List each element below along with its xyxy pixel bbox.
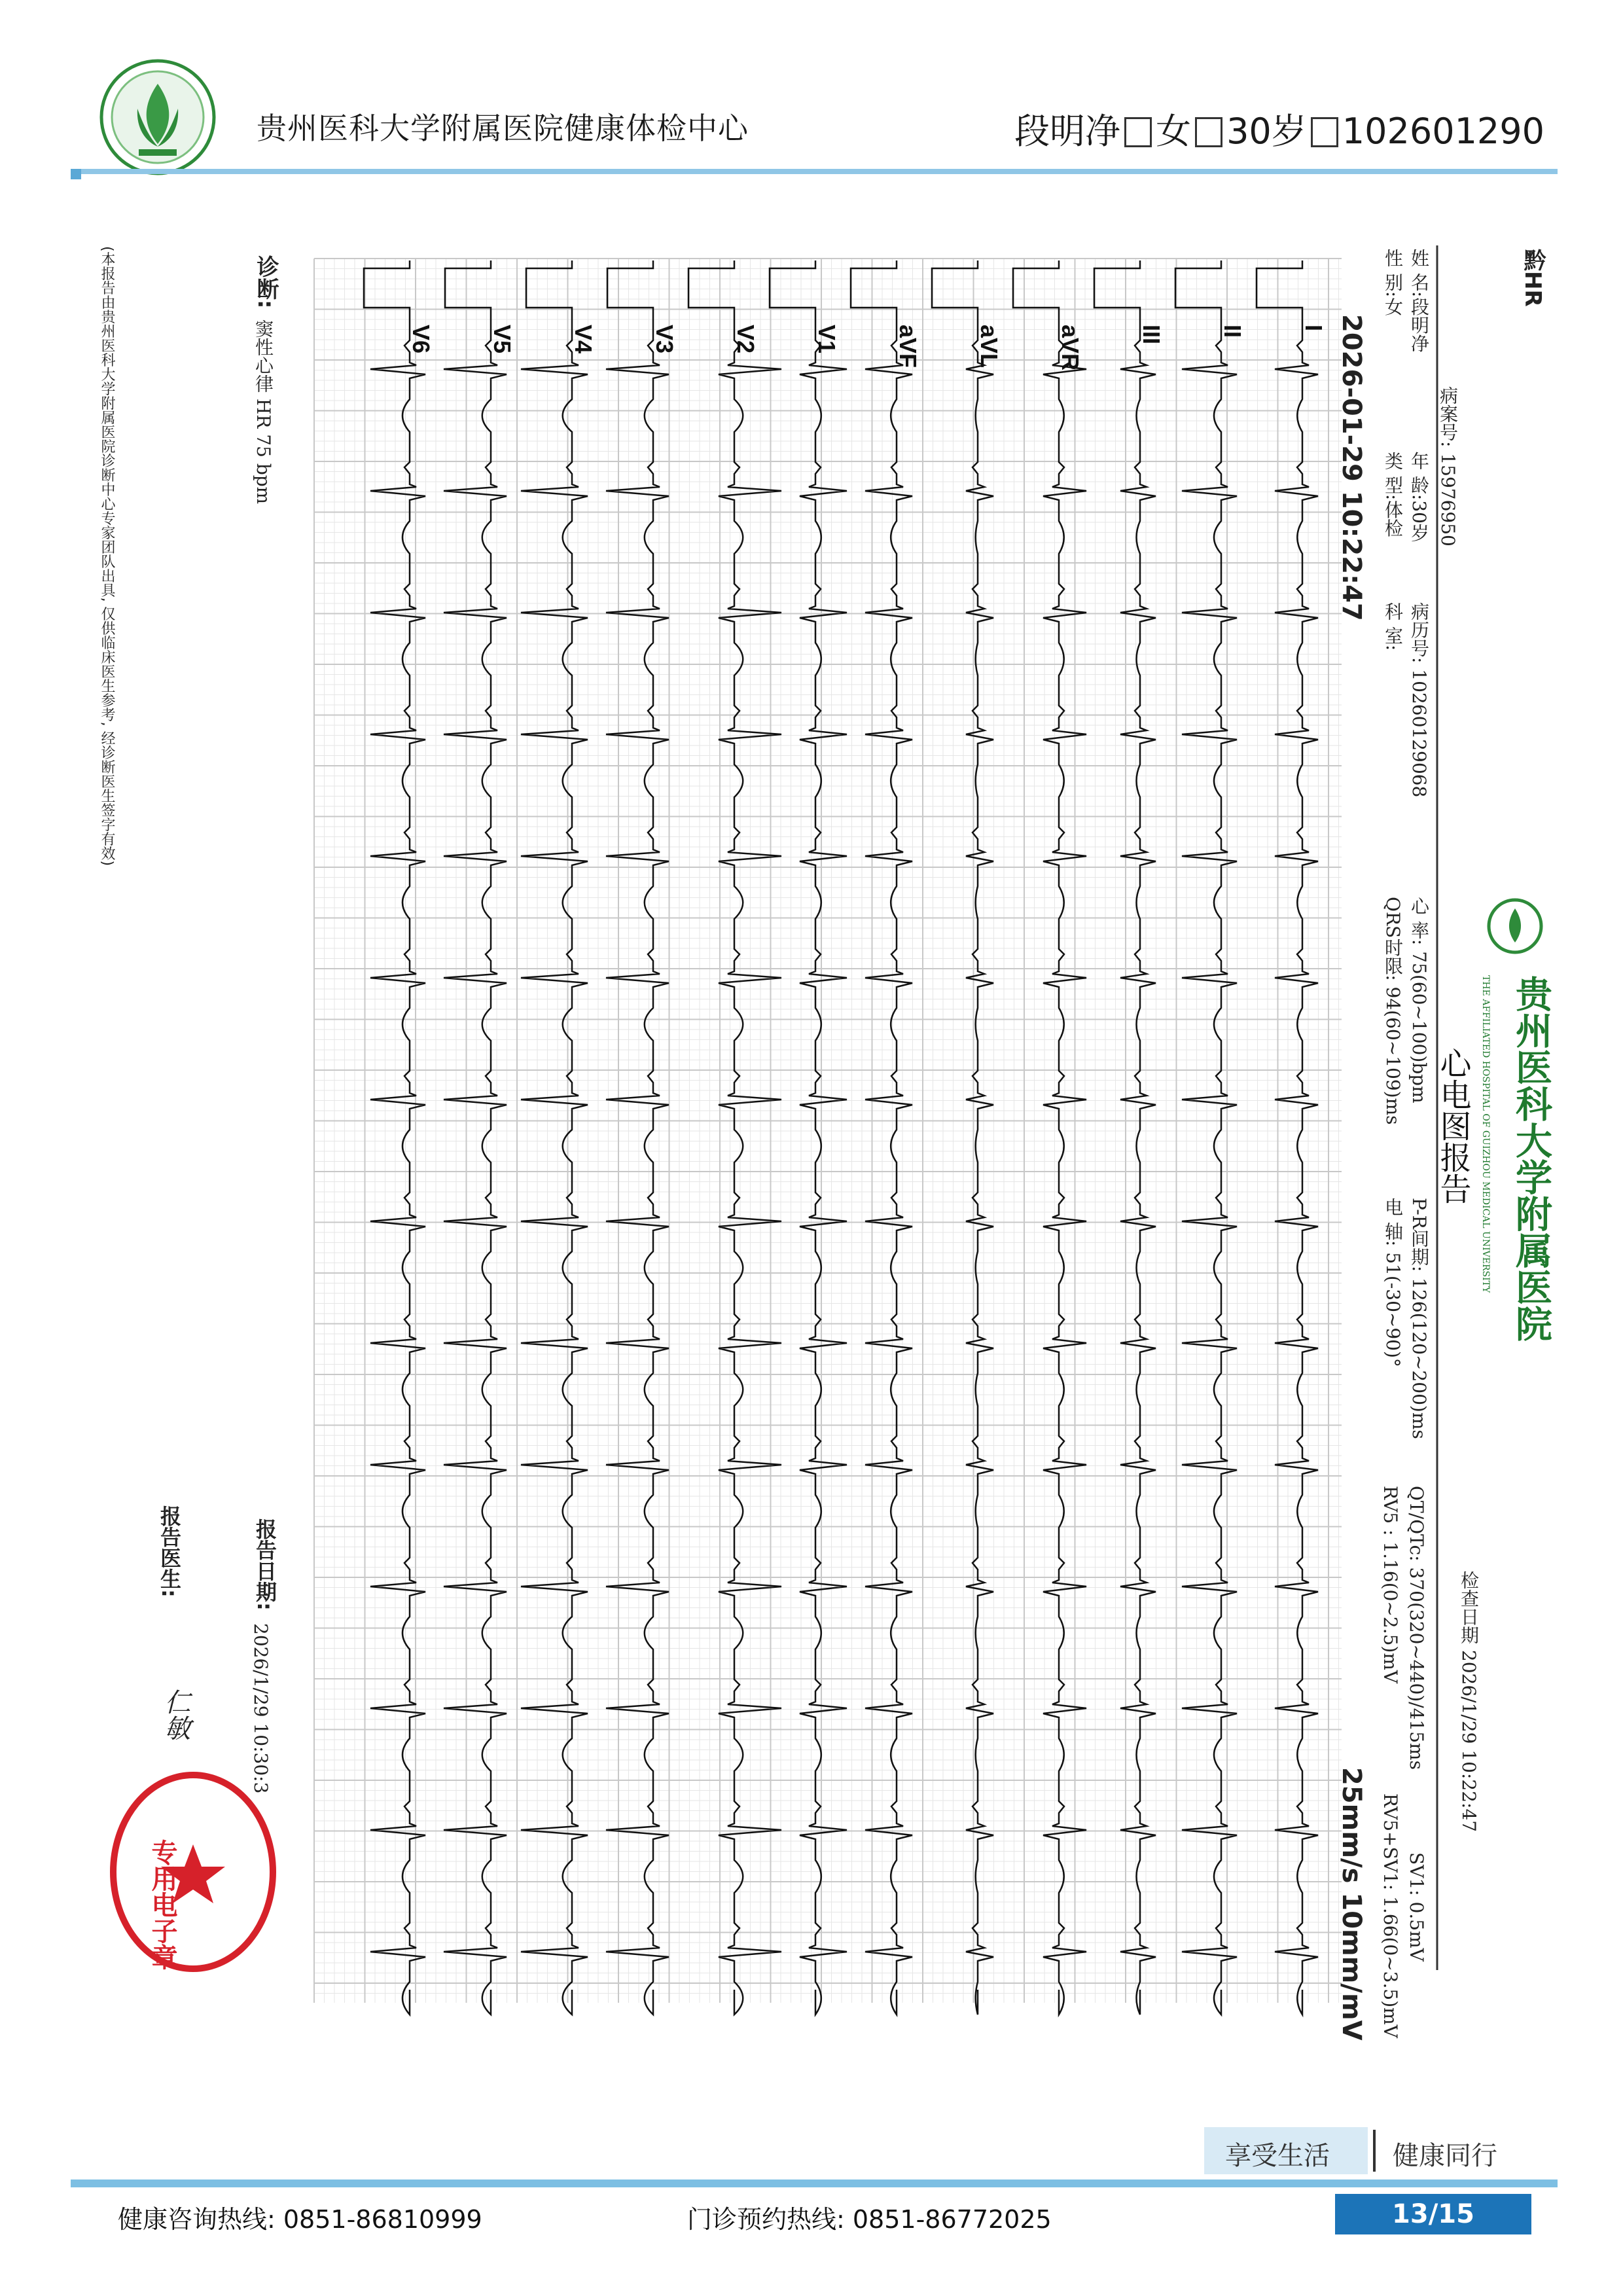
speed-gain: 25mm/s 10mm/mV — [1336, 1767, 1366, 2041]
measure-hr: 心 率: 75(60~100)bpm — [1408, 897, 1430, 1103]
field-exam-date: 检查日期 2026/1/29 10:22:47 — [1458, 1571, 1480, 1833]
report-date: 2026/1/29 10:30:3 — [250, 1623, 272, 1794]
lead-label-aVR: aVR — [1057, 325, 1084, 371]
field-type: 类 型:体检 — [1382, 452, 1404, 537]
ecg-grid — [314, 259, 1342, 2003]
patient-id: 102601290 — [1342, 111, 1544, 152]
lead-label-V1: V1 — [813, 325, 840, 354]
appointment-hotline: 门诊预约热线: 0851-86772025 — [687, 2205, 1052, 2234]
report-date-label: 报告日期: — [253, 1518, 277, 1611]
measure-sv1: SV1: 0.5mV — [1406, 1852, 1427, 1962]
institution-name-en: THE AFFILIATED HOSPITAL OF GUIZHOU MEDICAL UNIVERSITY — [1480, 975, 1491, 1293]
measure-rv5sv1: RV5+SV1: 1.66(0~3.5)mV — [1380, 1793, 1401, 2038]
field-case-no: 病案号: 15976950 — [1437, 386, 1459, 547]
diagnosis-text: 窦性心律 HR 75 bpm — [253, 319, 274, 505]
ecg-trace-V2 — [688, 260, 781, 2015]
ecg-trace-aVF — [851, 260, 912, 2015]
lead-label-V2: V2 — [732, 325, 759, 354]
doctor-signature: 仁敏 — [160, 1689, 190, 1741]
stamp-text: 专用电子章 — [147, 1839, 177, 1970]
institution-name-cn: 贵州医科大学附属医院 — [1510, 975, 1553, 1342]
measure-axis: 电 轴: 51(-30~90)° — [1382, 1198, 1404, 1367]
institution-logo-icon — [1486, 897, 1544, 956]
lead-label-III: III — [1138, 325, 1165, 345]
diagnosis-label: 诊断: — [253, 255, 279, 309]
disclaimer: (本报告由贵州医科大学附属医院诊断中心专家团队出具, 仅供临床医生参考, 经诊断医生签字有效) — [99, 246, 115, 867]
ecg-grid-fine — [314, 259, 1342, 2003]
ecg-trace-aVL — [932, 260, 993, 2015]
lead-label-aVF: aVF — [895, 325, 921, 368]
measure-rv5: RV5 : 1.16(0~2.5)mV — [1380, 1486, 1401, 1684]
ecg-trace-V5 — [444, 260, 507, 2015]
hospital-name: 贵州医科大学附属医院健康体检中心 — [257, 111, 749, 146]
lead-label-II: II — [1219, 325, 1246, 338]
recording-timestamp: 2026-01-29 10:22:47 — [1336, 314, 1366, 621]
field-name: 姓 名:段明净 — [1408, 249, 1430, 353]
health-hotline: 健康咨询热线: 0851-86810999 — [118, 2205, 482, 2234]
slogan-right: 健康同行 — [1393, 2141, 1497, 2171]
page-number: 13/15 — [1392, 2199, 1474, 2229]
lead-label-V4: V4 — [570, 325, 597, 354]
patient-sex: 女 — [1156, 111, 1192, 152]
lead-label-V6: V6 — [408, 325, 435, 354]
field-sex: 性 别:女 — [1382, 249, 1404, 316]
patient-age: 30岁 — [1226, 111, 1307, 152]
field-age: 年 龄:30岁 — [1408, 452, 1430, 542]
measure-qt: QT/QTc: 370(320~440)/415ms — [1406, 1486, 1427, 1770]
report-title: 心电图报告 — [1435, 1047, 1471, 1204]
doctor-label: 报告医生: — [157, 1505, 182, 1598]
lead-label-I: I — [1300, 325, 1327, 332]
electronic-stamp — [105, 1767, 281, 1977]
lead-label-V3: V3 — [651, 325, 678, 354]
slogan-separator — [1373, 2130, 1376, 2172]
patient-name: 段明净 — [1014, 111, 1121, 152]
lead-label-V5: V5 — [489, 325, 516, 354]
field-record-no: 病历号: 10260129068 — [1408, 602, 1430, 798]
stamp-seal-icon — [105, 1767, 281, 1977]
ecg-trace-V1 — [770, 260, 847, 2015]
ecg-trace-V3 — [606, 260, 669, 2015]
field-dept: 科 室: — [1382, 602, 1404, 651]
measure-qrs: QRS时限: 94(60~109)ms — [1382, 897, 1404, 1125]
lead-label-aVL: aVL — [976, 325, 1003, 368]
slogan-left: 享受生活 — [1225, 2141, 1330, 2171]
ecg-trace-I — [1257, 260, 1318, 2015]
corner-mark: 黔HR — [1520, 249, 1546, 307]
footer-divider — [71, 2179, 1558, 2187]
measure-pr: P-R间期: 126(120~200)ms — [1408, 1198, 1430, 1439]
